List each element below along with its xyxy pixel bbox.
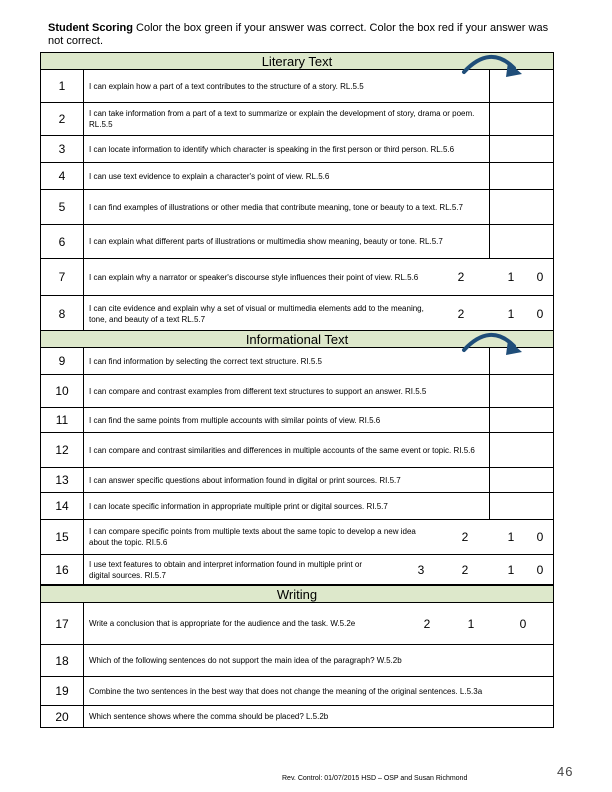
item-number: 1	[41, 70, 84, 102]
item-description: Combine the two sentences in the best way that does not change the meaning of the original sentences. L.5.3a	[89, 686, 483, 696]
item-description: I can compare and contrast examples from different text structures to support an answer. RI.5.5	[89, 386, 427, 396]
item-number: 16	[41, 555, 84, 584]
score-0: 0	[536, 562, 544, 577]
table-row	[40, 103, 554, 136]
color-box[interactable]	[489, 493, 553, 519]
item-description: I can explain why a narrator or speaker's discourse style influences their point of view. RL.5.6	[89, 272, 419, 282]
item-number: 8	[41, 296, 84, 331]
table-row	[40, 706, 554, 728]
table-row	[40, 136, 554, 163]
table-row	[40, 520, 554, 555]
item-description: I can compare and contrast similarities and differences in multiple accounts of the same event or topic. RI.5.6	[89, 445, 475, 455]
color-box[interactable]	[489, 163, 553, 189]
item-number: 5	[41, 190, 84, 224]
item-number: 19	[41, 677, 84, 705]
instructions-label: Student Scoring	[48, 22, 133, 34]
instructions-text: Color the box green if your answer was correct. Color the box red if your answer was not correct.	[48, 22, 549, 47]
table-row	[40, 645, 554, 677]
item-number: 18	[41, 645, 84, 676]
item-number: 14	[41, 493, 84, 519]
item-number: 13	[41, 468, 84, 492]
score-2: 2	[457, 270, 465, 284]
footer-revision: Rev. Control: 01/07/2015 HSD – OSP and Susan Richmond	[282, 775, 468, 782]
score-0: 0	[536, 530, 544, 544]
color-box[interactable]	[489, 348, 553, 374]
item-description: I can compare specific points from multiple texts about the same topic to develop a new idea about the topic. RI.5.6	[89, 527, 416, 547]
color-box[interactable]	[489, 468, 553, 492]
table-row	[40, 555, 554, 585]
item-number: 3	[41, 136, 84, 162]
item-number: 4	[41, 163, 84, 189]
item-description: I can cite evidence and explain why a set of visual or multimedia elements add to the meaning, tone, and beauty of a text RL.5.7	[89, 303, 424, 324]
item-description: I can find the same points from multiple accounts with similar points of view. RI.5.6	[89, 415, 381, 425]
table-row	[40, 468, 554, 493]
item-description: I use text features to obtain and interpret information found in multiple print or digital sources. RI.5.7	[89, 559, 363, 580]
item-number: 9	[41, 348, 84, 374]
score-2: 2	[461, 530, 469, 544]
color-box[interactable]	[489, 190, 553, 224]
item-number: 7	[41, 259, 84, 295]
table-row	[40, 163, 554, 190]
color-box[interactable]	[489, 225, 553, 258]
score-1: 1	[507, 562, 515, 577]
item-number: 11	[41, 408, 84, 432]
item-description: Which of the following sentences do not support the main idea of the paragraph? W.5.2b	[89, 656, 402, 665]
table-row	[40, 190, 554, 225]
section-header-informational: Informational Text	[40, 330, 554, 348]
table-row	[40, 375, 554, 408]
table-row	[40, 493, 554, 520]
table-row	[40, 225, 554, 259]
score-3: 3	[417, 562, 425, 577]
score-2: 2	[457, 306, 465, 321]
item-number: 15	[41, 520, 84, 554]
table-row	[40, 677, 554, 706]
scoring-instructions	[48, 22, 558, 48]
page-number: 46	[557, 764, 574, 779]
score-1: 1	[507, 270, 515, 284]
table-row	[40, 70, 554, 103]
color-box[interactable]	[489, 136, 553, 162]
item-description: I can explain how a part of a text contributes to the structure of a story. RL.5.5	[89, 81, 364, 91]
item-description: I can locate specific information in appropriate multiple print or digital sources. RI.5.7	[89, 501, 388, 511]
color-box[interactable]	[489, 103, 553, 135]
item-description: I can find information by selecting the correct text structure. RI.5.5	[89, 356, 322, 366]
score-0: 0	[536, 306, 544, 321]
color-box[interactable]	[489, 375, 553, 407]
score-1: 1	[467, 616, 475, 631]
section-header-literary: Literary Text	[40, 52, 554, 70]
item-number: 10	[41, 375, 84, 407]
item-description: I can find examples of illustrations or other media that contribute meaning, tone or beauty to a text. RL.5.7	[89, 202, 463, 212]
table-row	[40, 408, 554, 433]
score-1: 1	[507, 530, 515, 544]
item-description: I can use text evidence to explain a character's point of view. RL.5.6	[89, 171, 330, 181]
color-box[interactable]	[489, 70, 553, 102]
score-2: 2	[461, 562, 469, 577]
item-description: I can answer specific questions about information found in digital or print sources. RI.5.7	[89, 475, 401, 485]
table-row	[40, 603, 554, 645]
table-row	[40, 259, 554, 296]
item-number: 12	[41, 433, 84, 467]
table-row	[40, 348, 554, 375]
item-description: Which sentence shows where the comma should be placed? L.5.2b	[89, 712, 329, 721]
score-0: 0	[519, 616, 527, 631]
score-1: 1	[507, 306, 515, 321]
item-description: I can explain what different parts of illustrations or multimedia show meaning, beauty or tone. RL.5.7	[89, 237, 443, 246]
item-number: 17	[41, 603, 84, 644]
item-number: 6	[41, 225, 84, 258]
color-box[interactable]	[489, 433, 553, 467]
item-description: I can locate information to identify which character is speaking in the first person or third person. RL.5.6	[89, 144, 455, 154]
item-description: I can take information from a part of a text to summarize or explain the development of story, drama or poem. RL.5.5	[89, 109, 475, 129]
item-number: 2	[41, 103, 84, 135]
section-header-writing: Writing	[40, 585, 554, 603]
score-0: 0	[536, 270, 544, 284]
color-box[interactable]	[489, 408, 553, 432]
item-number: 20	[41, 706, 84, 727]
table-row	[40, 433, 554, 468]
score-2: 2	[423, 616, 431, 631]
item-description: Write a conclusion that is appropriate for the audience and the task. W.5.2e	[89, 619, 356, 628]
